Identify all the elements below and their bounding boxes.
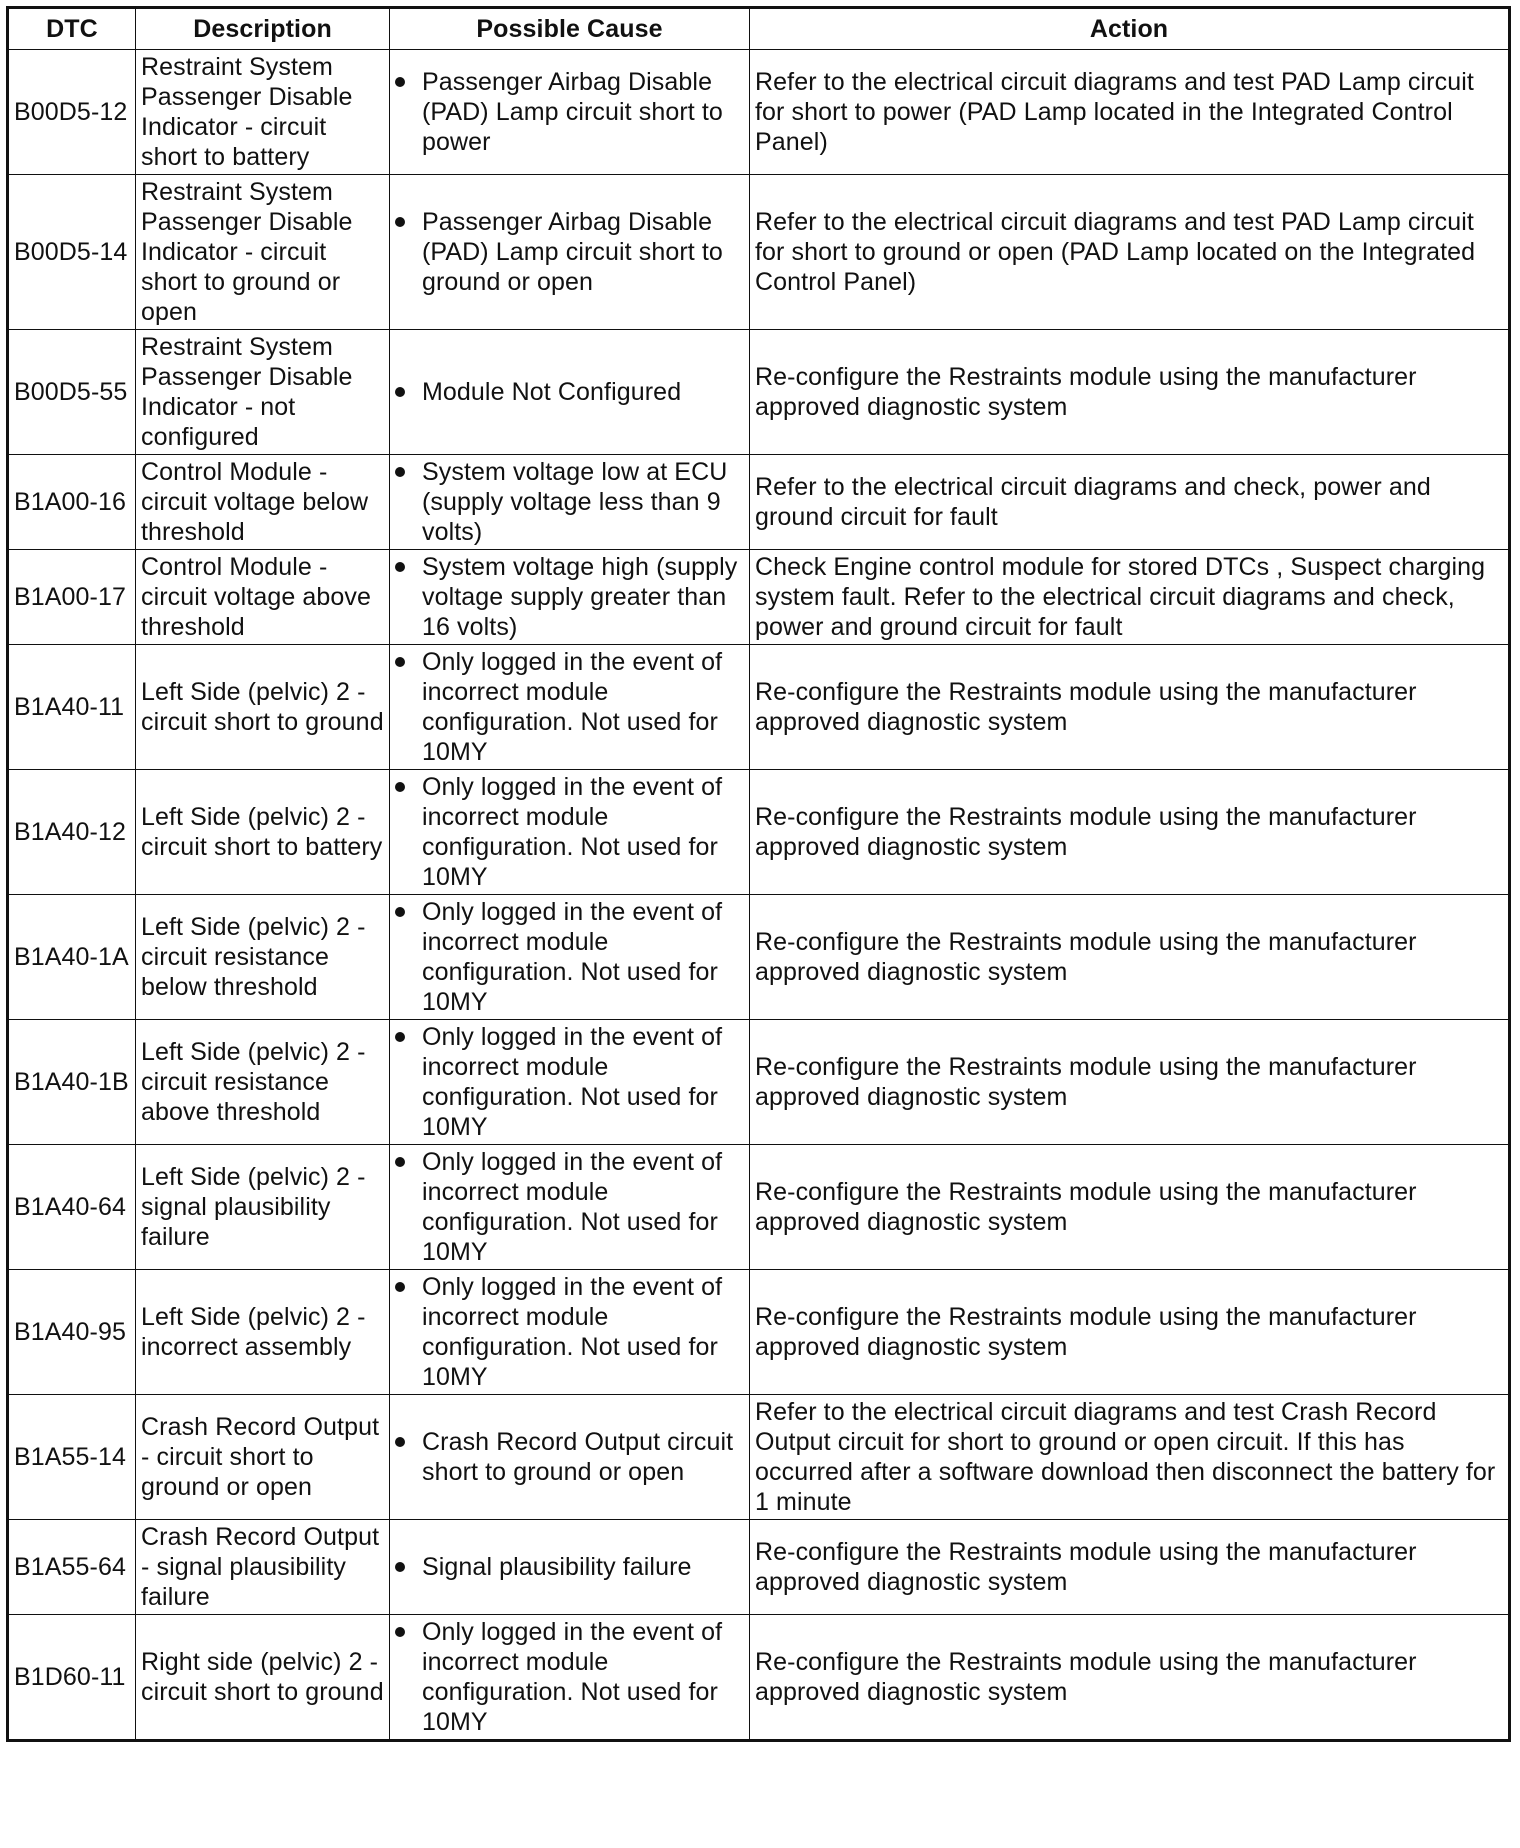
possible-cause-cell	[390, 550, 750, 645]
dtc-code: B1A40-64	[8, 1145, 136, 1270]
header-action: Action	[750, 8, 1510, 50]
possible-cause-text: Only logged in the event of incorrect module configuration. Not used for 10MY	[422, 648, 723, 766]
header-description: Description	[136, 8, 390, 50]
dtc-code: B1A55-14	[8, 1395, 136, 1520]
table-body	[8, 50, 1510, 1741]
bullet-icon	[395, 77, 405, 87]
bullet-icon	[395, 1032, 405, 1042]
action-text: Re-configure the Restraints module using the manufacturer approved diagnostic system	[750, 1145, 1510, 1270]
possible-cause-cell	[390, 1615, 750, 1741]
dtc-description: Crash Record Output - circuit short to ground or open	[136, 1395, 390, 1520]
action-text: Re-configure the Restraints module using the manufacturer approved diagnostic system	[750, 645, 1510, 770]
dtc-code: B1D60-11	[8, 1615, 136, 1741]
action-text: Re-configure the Restraints module using the manufacturer approved diagnostic system	[750, 895, 1510, 1020]
possible-cause-text: Only logged in the event of incorrect module configuration. Not used for 10MY	[422, 1023, 723, 1141]
cause-list-item	[395, 772, 744, 892]
possible-cause-cell	[390, 1520, 750, 1615]
possible-cause-text: Crash Record Output circuit short to ground or open	[422, 1428, 734, 1486]
possible-cause-cell	[390, 1395, 750, 1520]
dtc-description: Control Module - circuit voltage below threshold	[136, 455, 390, 550]
possible-cause-cell	[390, 1145, 750, 1270]
possible-cause-text: System voltage high (supply voltage supply greater than 16 volts)	[422, 553, 738, 641]
cause-list-item	[395, 1427, 744, 1487]
action-text: Re-configure the Restraints module using the manufacturer approved diagnostic system	[750, 770, 1510, 895]
bullet-icon	[395, 1437, 405, 1447]
cause-list-item	[395, 552, 744, 642]
dtc-description: Left Side (pelvic) 2 - circuit resistance above threshold	[136, 1020, 390, 1145]
possible-cause-text: Only logged in the event of incorrect module configuration. Not used for 10MY	[422, 1618, 723, 1736]
action-text: Re-configure the Restraints module using the manufacturer approved diagnostic system	[750, 330, 1510, 455]
cause-list-item	[395, 1552, 744, 1582]
dtc-code: B00D5-12	[8, 50, 136, 175]
dtc-description: Crash Record Output - signal plausibility failure	[136, 1520, 390, 1615]
possible-cause-text: Only logged in the event of incorrect module configuration. Not used for 10MY	[422, 773, 723, 891]
possible-cause-text: System voltage low at ECU (supply voltage less than 9 volts)	[422, 458, 728, 546]
dtc-table	[6, 6, 1511, 1742]
table-row	[8, 175, 1510, 330]
dtc-code: B1A00-16	[8, 455, 136, 550]
dtc-description: Restraint System Passenger Disable Indicator - circuit short to ground or open	[136, 175, 390, 330]
cause-list-item	[395, 1147, 744, 1267]
cause-list-item	[395, 1272, 744, 1392]
dtc-code: B1A40-1A	[8, 895, 136, 1020]
dtc-description: Restraint System Passenger Disable Indicator - not configured	[136, 330, 390, 455]
dtc-code: B1A00-17	[8, 550, 136, 645]
dtc-description: Left Side (pelvic) 2 - incorrect assembly	[136, 1270, 390, 1395]
dtc-code: B1A40-12	[8, 770, 136, 895]
table-row	[8, 770, 1510, 895]
possible-cause-text: Module Not Configured	[422, 378, 682, 406]
bullet-icon	[395, 782, 405, 792]
action-text: Refer to the electrical circuit diagrams and test PAD Lamp circuit for short to power (PAD Lamp located in the Integrated Control Panel)	[750, 50, 1510, 175]
dtc-description: Restraint System Passenger Disable Indicator - circuit short to battery	[136, 50, 390, 175]
cause-list-item	[395, 1022, 744, 1142]
dtc-code: B00D5-55	[8, 330, 136, 455]
dtc-code: B1A40-95	[8, 1270, 136, 1395]
possible-cause-cell	[390, 1020, 750, 1145]
action-text: Re-configure the Restraints module using the manufacturer approved diagnostic system	[750, 1020, 1510, 1145]
table-row	[8, 1145, 1510, 1270]
dtc-description: Left Side (pelvic) 2 - circuit short to battery	[136, 770, 390, 895]
document-page	[6, 6, 1511, 1742]
bullet-icon	[395, 387, 405, 397]
dtc-description: Left Side (pelvic) 2 - circuit short to ground	[136, 645, 390, 770]
table-row	[8, 645, 1510, 770]
bullet-icon	[395, 562, 405, 572]
action-text: Refer to the electrical circuit diagrams and check, power and ground circuit for fault	[750, 455, 1510, 550]
bullet-icon	[395, 1157, 405, 1167]
possible-cause-cell	[390, 175, 750, 330]
possible-cause-cell	[390, 770, 750, 895]
cause-list-item	[395, 647, 744, 767]
action-text: Check Engine control module for stored DTCs , Suspect charging system fault. Refer to the electrical circuit diagrams and check, power and ground circuit for fault	[750, 550, 1510, 645]
possible-cause-text: Passenger Airbag Disable (PAD) Lamp circuit short to power	[422, 68, 723, 156]
possible-cause-text: Passenger Airbag Disable (PAD) Lamp circuit short to ground or open	[422, 208, 723, 296]
cause-list-item	[395, 1617, 744, 1737]
cause-list-item	[395, 457, 744, 547]
table-row	[8, 550, 1510, 645]
dtc-description: Control Module - circuit voltage above threshold	[136, 550, 390, 645]
action-text: Refer to the electrical circuit diagrams and test Crash Record Output circuit for short to ground or open circuit. If this has occurred after a software download then disconnect the battery for 1 minute	[750, 1395, 1510, 1520]
table-row	[8, 1615, 1510, 1741]
dtc-description: Right side (pelvic) 2 - circuit short to ground	[136, 1615, 390, 1741]
possible-cause-cell	[390, 895, 750, 1020]
possible-cause-text: Only logged in the event of incorrect module configuration. Not used for 10MY	[422, 1273, 723, 1391]
possible-cause-cell	[390, 330, 750, 455]
cause-list-item	[395, 67, 744, 157]
possible-cause-cell	[390, 455, 750, 550]
table-row	[8, 330, 1510, 455]
possible-cause-text: Only logged in the event of incorrect module configuration. Not used for 10MY	[422, 1148, 723, 1266]
table-header	[8, 8, 1510, 50]
bullet-icon	[395, 217, 405, 227]
cause-list-item	[395, 377, 744, 407]
dtc-code: B1A40-1B	[8, 1020, 136, 1145]
header-dtc: DTC	[8, 8, 136, 50]
table-row	[8, 455, 1510, 550]
table-row	[8, 1520, 1510, 1615]
possible-cause-cell	[390, 50, 750, 175]
action-text: Re-configure the Restraints module using the manufacturer approved diagnostic system	[750, 1270, 1510, 1395]
dtc-description: Left Side (pelvic) 2 - circuit resistance below threshold	[136, 895, 390, 1020]
possible-cause-cell	[390, 1270, 750, 1395]
dtc-code: B1A40-11	[8, 645, 136, 770]
bullet-icon	[395, 1627, 405, 1637]
bullet-icon	[395, 657, 405, 667]
cause-list-item	[395, 207, 744, 297]
table-row	[8, 1270, 1510, 1395]
action-text: Refer to the electrical circuit diagrams and test PAD Lamp circuit for short to ground or open (PAD Lamp located on the Integrated Control Panel)	[750, 175, 1510, 330]
cause-list-item	[395, 897, 744, 1017]
dtc-code: B1A55-64	[8, 1520, 136, 1615]
action-text: Re-configure the Restraints module using the manufacturer approved diagnostic system	[750, 1615, 1510, 1741]
table-row	[8, 50, 1510, 175]
bullet-icon	[395, 1562, 405, 1572]
possible-cause-text: Signal plausibility failure	[422, 1553, 692, 1581]
bullet-icon	[395, 907, 405, 917]
action-text: Re-configure the Restraints module using the manufacturer approved diagnostic system	[750, 1520, 1510, 1615]
possible-cause-text: Only logged in the event of incorrect module configuration. Not used for 10MY	[422, 898, 723, 1016]
table-row	[8, 1395, 1510, 1520]
dtc-description: Left Side (pelvic) 2 - signal plausibility failure	[136, 1145, 390, 1270]
possible-cause-cell	[390, 645, 750, 770]
bullet-icon	[395, 1282, 405, 1292]
header-possible-cause: Possible Cause	[390, 8, 750, 50]
header-row	[8, 8, 1510, 50]
table-row	[8, 895, 1510, 1020]
bullet-icon	[395, 467, 405, 477]
table-row	[8, 1020, 1510, 1145]
dtc-code: B00D5-14	[8, 175, 136, 330]
